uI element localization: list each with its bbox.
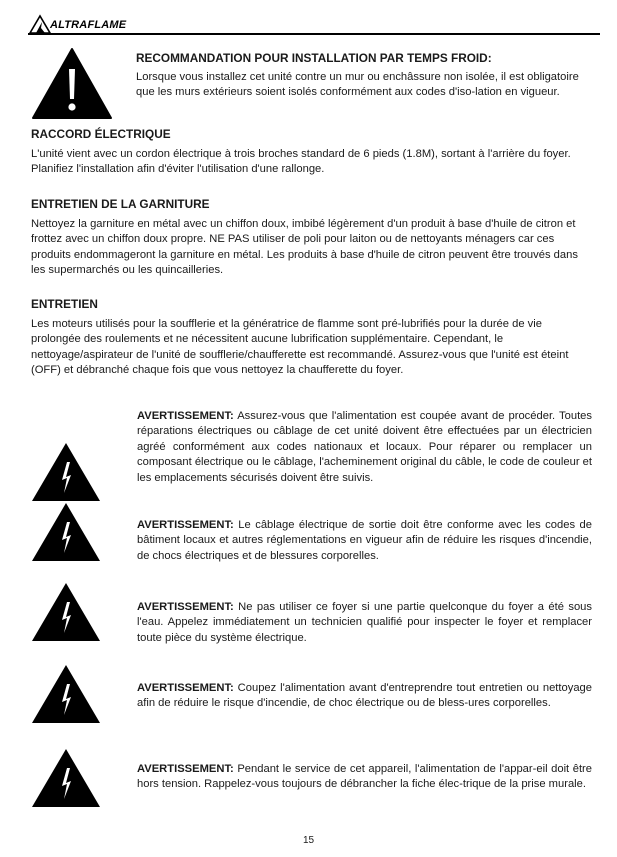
electrical-body: L'unité vient avec un cordon électrique à trois broches standard de 6 pieds (1.8M), sortant à l'arrière du foyer. Planifiez l'installation afin d'éviter l'utilisation d'une rallonge. bbox=[31, 148, 571, 176]
maintenance-section bbox=[31, 297, 592, 379]
cold-install-heading: RECOMMANDATION POUR INSTALLATION PAR TEMPS FROID: bbox=[136, 51, 492, 65]
warning-text bbox=[137, 762, 592, 793]
warning-label: AVERTISSEMENT: bbox=[137, 519, 234, 531]
warning-body: Assurez-vous que l'alimentation est coupée avant de procéder. Toutes réparations électriques ou câblage de cet unité doivent être effectuées par un électricien agréé conformément aux codes nationaux et locaux. Pour réparer ou remplacer un composant électrique ou le câblage, l'acheminement original du câble, le code de couleur et les emplacements sécurisés doivent être suivis. bbox=[137, 410, 592, 484]
warning-body: Pendant le service de cet appareil, l'alimentation de l'appar-eil doit être hors tension. Rappelez-vous toujours de débrancher la fiche élec-trique de la prise murale. bbox=[137, 763, 593, 791]
maintenance-body: Les moteurs utilisés pour la soufflerie et la génératrice de flamme sont pré-lubrifiés pour la durée de vie prolongée des roulements et ne nécessitent aucune lubrification supplémentaire. Cependant, le nettoyage/aspirateur de l'unité de soufflerie/chaufferette est recommandé. Assurez-vous que l'unité est éteint (OFF) et débranché chaque fois que vous nettoyez la chaufferette du foyer. bbox=[31, 318, 569, 377]
cold-install-section bbox=[136, 51, 592, 101]
flame-logo-icon bbox=[28, 14, 52, 34]
electric-shock-warning-icon bbox=[31, 502, 101, 562]
warning-text bbox=[137, 600, 592, 646]
electrical-heading: RACCORD ÉLECTRIQUE bbox=[31, 127, 171, 141]
warning-label: AVERTISSEMENT: bbox=[137, 763, 234, 775]
logo-text: ALTRAFLAME bbox=[50, 19, 127, 31]
warning-body: Coupez l'alimentation avant d'entreprendre tout entretien ou nettoyage afin de réduire le risque d'incendie, de choc électrique ou de bless-ures corporelles. bbox=[137, 682, 593, 710]
page-number: 15 bbox=[302, 835, 315, 846]
electrical-section bbox=[31, 127, 592, 178]
warning-text bbox=[137, 518, 592, 564]
warning-label: AVERTISSEMENT: bbox=[137, 682, 234, 694]
warning-text bbox=[137, 681, 592, 712]
electric-shock-warning-icon bbox=[31, 748, 101, 808]
page-header bbox=[28, 14, 600, 38]
warning-label: AVERTISSEMENT: bbox=[137, 601, 234, 613]
maintenance-heading: ENTRETIEN bbox=[31, 297, 98, 311]
electric-shock-warning-icon bbox=[31, 664, 101, 724]
trim-body: Nettoyez la garniture en métal avec un chiffon doux, imbibé légèrement d'un produit à base d'huile de citron et frottez avec un chiffon doux propre. NE PAS utiliser de poli pour laiton ou de nettoyants ménagers car ces produits endommageront la garniture en métal. Les produits à base d'huile de citron peuvent être trouvés dans les supermarchés ou les quincailleries. bbox=[31, 218, 578, 277]
trim-section bbox=[31, 197, 592, 279]
trim-heading: ENTRETIEN DE LA GARNITURE bbox=[31, 197, 210, 211]
warning-body: Ne pas utiliser ce foyer si une partie quelconque du foyer a été sous l'eau. Appelez immédiatement un technicien qualifié pour inspecter le foyer et remplacer toute pièce du système électrique. bbox=[137, 601, 592, 644]
electric-shock-warning-icon bbox=[31, 442, 101, 502]
header-rule bbox=[28, 33, 600, 35]
exclamation-warning-icon bbox=[31, 47, 113, 120]
warning-label: AVERTISSEMENT: bbox=[137, 410, 234, 422]
warning-text bbox=[137, 409, 592, 486]
cold-install-body: Lorsque vous installez cet unité contre un mur ou enchâssure non isolée, il est obligatoire que les murs extérieurs soient isolés conformément aux codes d'iso-lation en vigueur. bbox=[136, 71, 579, 99]
electric-shock-warning-icon bbox=[31, 582, 101, 642]
warning-body: Le câblage électrique de sortie doit être conforme avec les codes de bâtiment locaux et autres réglementations en vigueur afin de réduire les risques d'incendie, de chocs électriques et de blessures corporelles. bbox=[137, 519, 592, 562]
